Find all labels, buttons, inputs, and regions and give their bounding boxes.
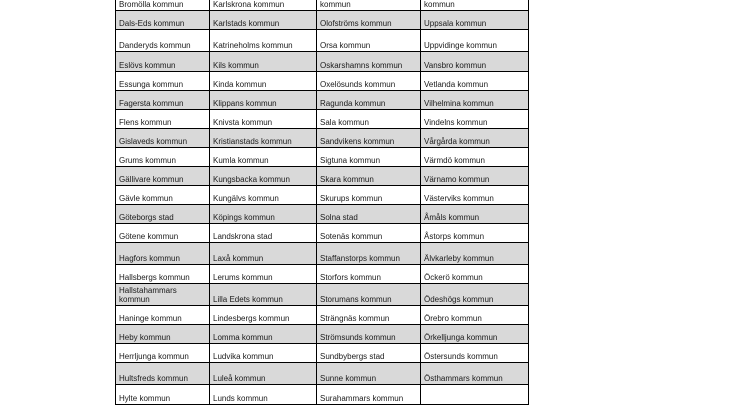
table-cell: Fagersta kommun [116, 91, 210, 110]
table-cell: Lerums kommun [210, 265, 317, 284]
table-cell: Åmåls kommun [421, 205, 529, 224]
table-cell: Oxelösunds kommun [317, 72, 421, 91]
table-cell: Åstorps kommun [421, 224, 529, 243]
table-cell: Sandvikens kommun [317, 129, 421, 148]
table-cell: Orsa kommun [317, 30, 421, 52]
table-cell: Bromölla kommun [116, 0, 210, 11]
table-cell: Kungsbacka kommun [210, 167, 317, 186]
table-row [116, 52, 529, 72]
table-cell: Götene kommun [116, 224, 210, 243]
table-cell: Sala kommun [317, 110, 421, 129]
table-cell: Uppsala kommun [421, 11, 529, 30]
table-row [116, 186, 529, 205]
table-cell: Hagfors kommun [116, 243, 210, 265]
table-cell: Olofströms kommun [317, 11, 421, 30]
table-row [116, 129, 529, 148]
table-cell: Gislaveds kommun [116, 129, 210, 148]
table-cell: Kils kommun [210, 52, 317, 72]
table-row [116, 306, 529, 325]
table-row [116, 167, 529, 186]
table-cell: Danderyds kommun [116, 30, 210, 52]
table-cell: Örebro kommun [421, 306, 529, 325]
table-cell: Oskarshamns kommun [317, 52, 421, 72]
table-cell: kommun [421, 0, 529, 11]
table-cell: Landskrona stad [210, 224, 317, 243]
table-row [116, 363, 529, 385]
municipality-table-body [116, 0, 529, 405]
table-row [116, 325, 529, 344]
table-cell: Luleå kommun [210, 363, 317, 385]
table-cell: Karlskrona kommun [210, 0, 317, 11]
table-cell: Hallstahammars kommun [116, 284, 210, 306]
table-cell: kommun [317, 0, 421, 11]
table-cell: Ragunda kommun [317, 91, 421, 110]
table-cell: Älvkarleby kommun [421, 243, 529, 265]
table-cell: Kinda kommun [210, 72, 317, 91]
table-row [116, 284, 529, 306]
table-cell: Haninge kommun [116, 306, 210, 325]
table-cell: Strömsunds kommun [317, 325, 421, 344]
table-cell: Solna stad [317, 205, 421, 224]
table-cell: Gällivare kommun [116, 167, 210, 186]
table-cell: Vansbro kommun [421, 52, 529, 72]
table-cell: Örkelljunga kommun [421, 325, 529, 344]
table-cell: Vårgårda kommun [421, 129, 529, 148]
table-row [116, 265, 529, 284]
table-row [116, 91, 529, 110]
table-cell: Surahammars kommun [317, 385, 421, 405]
table-cell: Eslövs kommun [116, 52, 210, 72]
table-cell: Hylte kommun [116, 385, 210, 405]
table-cell: Öckerö kommun [421, 265, 529, 284]
table-cell: Dals-Eds kommun [116, 11, 210, 30]
table-row [116, 110, 529, 129]
table-cell: Hultsfreds kommun [116, 363, 210, 385]
table-cell: Uppvidinge kommun [421, 30, 529, 52]
table-cell: Skara kommun [317, 167, 421, 186]
table-cell: Vilhelmina kommun [421, 91, 529, 110]
table-cell: Östersunds kommun [421, 344, 529, 363]
table-row [116, 344, 529, 363]
table-cell: Köpings kommun [210, 205, 317, 224]
municipality-table [115, 0, 529, 405]
table-cell: Hallsbergs kommun [116, 265, 210, 284]
table-row [116, 30, 529, 52]
table-cell: Lomma kommun [210, 325, 317, 344]
table-cell: Värmdö kommun [421, 148, 529, 167]
table-cell: Sundbybergs stad [317, 344, 421, 363]
table-cell: Lindesbergs kommun [210, 306, 317, 325]
table-cell [421, 385, 529, 405]
table-row [116, 385, 529, 405]
table-row [116, 224, 529, 243]
table-cell: Laxå kommun [210, 243, 317, 265]
table-row [116, 0, 529, 11]
table-cell: Sunne kommun [317, 363, 421, 385]
table-row [116, 11, 529, 30]
table-row [116, 243, 529, 265]
table-row [116, 205, 529, 224]
table-cell: Kristianstads kommun [210, 129, 317, 148]
table-cell: Lilla Edets kommun [210, 284, 317, 306]
table-cell: Storfors kommun [317, 265, 421, 284]
table-cell: Essunga kommun [116, 72, 210, 91]
table-cell: Staffanstorps kommun [317, 243, 421, 265]
table-cell: Kumla kommun [210, 148, 317, 167]
table-cell: Ödeshögs kommun [421, 284, 529, 306]
table-cell: Värnamo kommun [421, 167, 529, 186]
table-cell: Katrineholms kommun [210, 30, 317, 52]
table-cell: Skurups kommun [317, 186, 421, 205]
table-cell: Västerviks kommun [421, 186, 529, 205]
table-cell: Sotenäs kommun [317, 224, 421, 243]
table-cell: Göteborgs stad [116, 205, 210, 224]
table-cell: Storumans kommun [317, 284, 421, 306]
table-cell: Heby kommun [116, 325, 210, 344]
table-cell: Herrljunga kommun [116, 344, 210, 363]
table-cell: Klippans kommun [210, 91, 317, 110]
table-cell: Knivsta kommun [210, 110, 317, 129]
table-row [116, 148, 529, 167]
table-cell: Gävle kommun [116, 186, 210, 205]
table-cell: Grums kommun [116, 148, 210, 167]
table-row [116, 72, 529, 91]
table-cell: Karlstads kommun [210, 11, 317, 30]
table-cell: Sigtuna kommun [317, 148, 421, 167]
table-cell: Ludvika kommun [210, 344, 317, 363]
table-cell: Kungälvs kommun [210, 186, 317, 205]
table-cell: Lunds kommun [210, 385, 317, 405]
table-cell: Östhammars kommun [421, 363, 529, 385]
table-cell: Flens kommun [116, 110, 210, 129]
table-cell: Strängnäs kommun [317, 306, 421, 325]
table-cell: Vindelns kommun [421, 110, 529, 129]
table-cell: Vetlanda kommun [421, 72, 529, 91]
